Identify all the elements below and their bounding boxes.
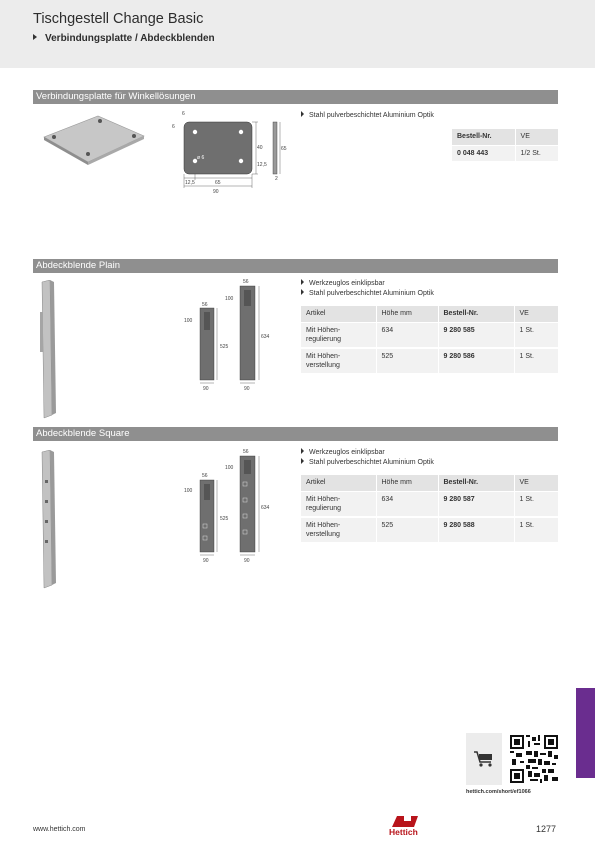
bullet-item: Stahl pulverbeschichtet Aluminium Optik <box>301 458 434 468</box>
logo-text: Hettich <box>389 827 418 837</box>
dim-label: 56 <box>243 279 249 285</box>
table-row <box>301 348 558 374</box>
dim-label: 90 <box>203 558 209 564</box>
plain-cover-photo <box>36 280 62 420</box>
connection-plate-photo <box>38 112 150 170</box>
dim-label: ø 6 <box>197 155 205 161</box>
column-header: Bestell-Nr. <box>438 306 514 322</box>
dim-label: 525 <box>220 516 229 522</box>
dim-label: 12,5 <box>185 180 195 186</box>
triangle-bullet-icon <box>301 448 304 454</box>
dim-label: 90 <box>244 386 250 392</box>
bullet-list <box>301 111 434 121</box>
dim-label: 100 <box>184 318 193 324</box>
page-header <box>0 0 595 68</box>
dim-label: 90 <box>213 189 219 195</box>
dim-label: 6 <box>182 111 185 117</box>
bullet-item: Werkzeuglos einklipsbar <box>301 448 434 458</box>
dim-label: 65 <box>215 180 221 186</box>
qr-url[interactable]: hettich.com/short/ef1066 <box>466 789 531 795</box>
triangle-bullet-icon <box>301 111 304 117</box>
dim-label: 56 <box>202 302 208 308</box>
dim-label: 525 <box>220 344 229 350</box>
dim-label: 6 <box>172 124 175 130</box>
column-header: Bestell-Nr. <box>438 475 514 491</box>
dim-label: 56 <box>243 449 249 455</box>
table-row <box>301 491 558 517</box>
height-value: 525 <box>376 517 438 543</box>
order-number: 9 280 587 <box>438 491 514 517</box>
footer-url[interactable]: www.hettich.com <box>33 826 86 833</box>
hettich-logo <box>388 815 420 837</box>
article-name: Mit Höhen- verstellung <box>301 348 376 374</box>
triangle-bullet-icon <box>301 289 304 295</box>
table-row <box>301 322 558 348</box>
order-number: 0 048 443 <box>452 145 515 162</box>
qr-code-icon[interactable] <box>510 735 558 783</box>
column-header: Bestell-Nr. <box>452 129 515 145</box>
column-header: Artikel <box>301 475 376 491</box>
order-number: 9 280 585 <box>438 322 514 348</box>
dim-label: 100 <box>225 465 234 471</box>
height-value: 634 <box>376 322 438 348</box>
plain-cover-drawing <box>182 276 282 396</box>
column-header: Höhe mm <box>376 306 438 322</box>
square-cover-drawing <box>182 444 282 564</box>
dim-label: 634 <box>261 505 270 511</box>
column-header: Artikel <box>301 306 376 322</box>
article-name: Mit Höhen- regulierung <box>301 322 376 348</box>
dim-label: 90 <box>203 386 209 392</box>
page-subtitle <box>33 33 215 44</box>
column-header: VE <box>514 475 558 491</box>
page-title: Tischgestell Change Basic <box>33 11 204 27</box>
order-number: 9 280 588 <box>438 517 514 543</box>
order-table <box>301 306 558 375</box>
dim-label: 56 <box>202 473 208 479</box>
column-header: VE <box>514 306 558 322</box>
height-value: 634 <box>376 491 438 517</box>
packaging-unit: 1 St. <box>514 517 558 543</box>
shop-link-box[interactable] <box>466 733 502 785</box>
article-name: Mit Höhen- verstellung <box>301 517 376 543</box>
section-bar-plain: Abdeckblende Plain <box>33 259 558 273</box>
packaging-unit: 1/2 St. <box>515 145 558 162</box>
bullet-list <box>301 448 434 468</box>
packaging-unit: 1 St. <box>514 322 558 348</box>
square-cover-photo <box>36 450 62 590</box>
triangle-bullet-icon <box>301 458 304 464</box>
order-number: 9 280 586 <box>438 348 514 374</box>
table-row <box>301 517 558 543</box>
article-name: Mit Höhen- regulierung <box>301 491 376 517</box>
dim-label: 100 <box>225 296 234 302</box>
dim-label: 100 <box>184 488 193 494</box>
page-number: 1277 <box>536 824 557 834</box>
triangle-bullet-icon <box>33 34 37 40</box>
bullet-list <box>301 279 434 299</box>
column-header: Höhe mm <box>376 475 438 491</box>
height-value: 525 <box>376 348 438 374</box>
order-table <box>452 129 558 163</box>
order-table <box>301 475 558 544</box>
column-header: VE <box>515 129 558 145</box>
chapter-tab <box>576 688 595 778</box>
dim-label: 634 <box>261 334 270 340</box>
bullet-item: Stahl pulverbeschichtet Aluminium Optik <box>301 289 434 299</box>
dim-label: 2 <box>275 176 278 182</box>
dim-label: 65 <box>281 146 287 152</box>
table-row <box>452 145 558 162</box>
connection-plate-drawing <box>168 108 293 198</box>
shopping-cart-icon <box>473 750 495 768</box>
bullet-item: Stahl pulverbeschichtet Aluminium Optik <box>301 111 434 121</box>
dim-label: 90 <box>244 558 250 564</box>
triangle-bullet-icon <box>301 279 304 285</box>
subtitle-text: Verbindungsplatte / Abdeckblenden <box>45 33 215 44</box>
packaging-unit: 1 St. <box>514 348 558 374</box>
bullet-item: Werkzeuglos einklipsbar <box>301 279 434 289</box>
section-bar-square: Abdeckblende Square <box>33 427 558 441</box>
section-bar-verbindungsplatte: Verbindungsplatte für Winkellösungen <box>33 90 558 104</box>
dim-label: 12,5 <box>257 162 267 168</box>
dim-label: 40 <box>257 145 263 151</box>
packaging-unit: 1 St. <box>514 491 558 517</box>
